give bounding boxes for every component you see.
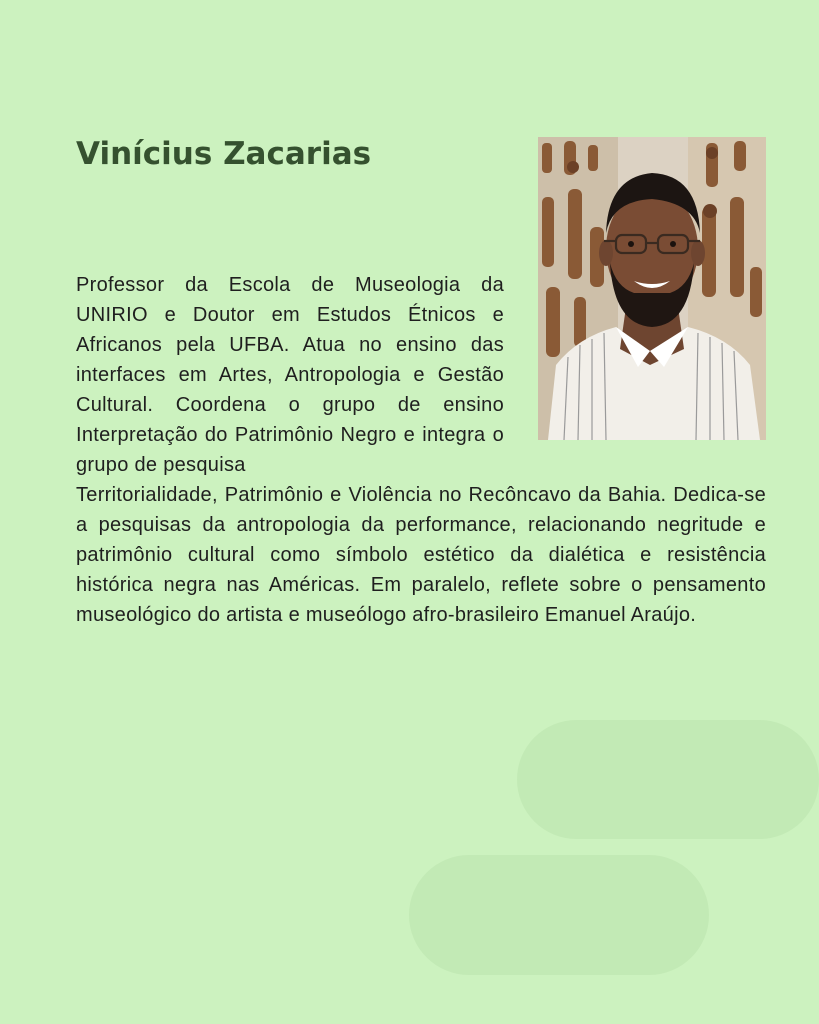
person-name: Vinícius Zacarias xyxy=(76,136,372,172)
decorative-pill-bottom xyxy=(409,855,709,975)
decorative-pill-top xyxy=(517,720,819,839)
biography-text xyxy=(76,270,766,630)
bio-paragraph-continued: Territorialidade, Patrimônio e Violência no Recôncavo da Bahia. Dedica-se a pesquisas da antropologia da performance, relacionando negritude e patrimônio cultural como símbolo estético da dialética e resistência histórica negra nas Américas. Em paralelo, reflete sobre o pensamento museológico do artista e museólogo afro-brasileiro Emanuel Araújo. xyxy=(76,484,766,626)
bio-paragraph-intro: Professor da Escola de Museologia da UNIRIO e Doutor em Estudos Étnicos e Africanos pela UFBA. Atua no ensino das interfaces em Artes, Antropologia e Gestão Cultural. Coordena o grupo de ensino Interpretação do Patrimônio Negro e integra o grupo de pesquisa xyxy=(76,274,504,476)
